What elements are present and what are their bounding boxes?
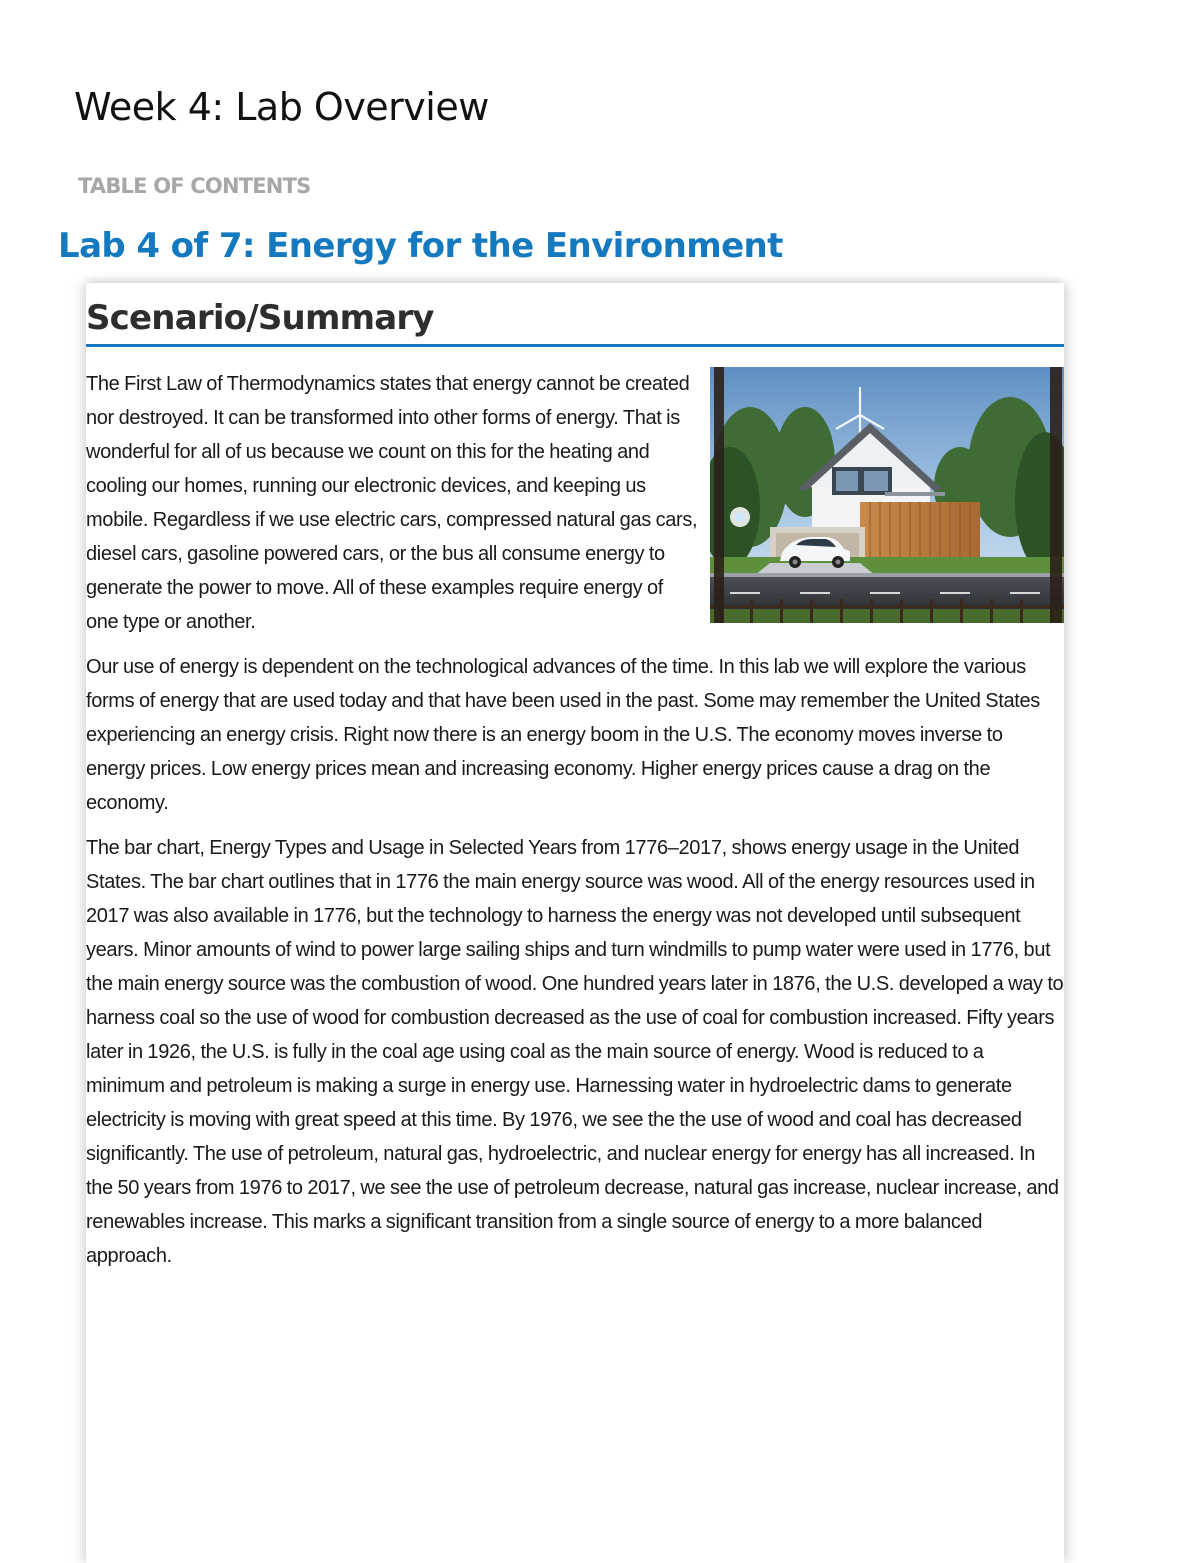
section-heading: Scenario/Summary [86, 298, 434, 338]
scenario-summary-card [86, 283, 1064, 1563]
section-content [86, 367, 1064, 1284]
table-of-contents-link[interactable]: TABLE OF CONTENTS [78, 174, 311, 198]
paragraph-1: The First Law of Thermodynamics states that energy cannot be created nor destroyed. It can be transformed into other forms of energy. That is wonderful for all of us because we count on this for the heating and cooling our homes, running our electronic devices, and keeping us mobile. Regardless if we use electric cars, compressed natural gas cars, diesel cars, gasoline powered cars, or the bus all consume energy to generate the power to move. All of these examples require energy of one type or another. [86, 373, 698, 633]
heading-divider [86, 344, 1064, 347]
paragraph-3: The bar chart, Energy Types and Usage in Selected Years from 1776–2017, shows energy usage in the United States. The bar chart outlines that in 1776 the main energy source was wood. All of the energy resources used in 2017 was also available in 1776, but the technology to harness the energy was not developed until subsequent years. Minor amounts of wind to power large sailing ships and turn windmills to pump water were used in 1776, but the main energy source was the combustion of wood. One hundred years later in 1876, the U.S. developed a way to harness coal so the use of wood for combustion decreased as the use of coal for combustion increased. Fifty years later in 1926, the U.S. is fully in the coal age using coal as the main source of energy. Wood is reduced to a minimum and petroleum is making a surge in energy use. Harnessing water in hydroelectric dams to generate electricity is moving with great speed at this time. By 1976, we see the the use of wood and coal has decreased significantly. The use of petroleum, natural gas, hydroelectric, and nuclear energy for energy has all increased. In the 50 years from 1976 to 2017, we see the use of petroleum decrease, natural gas increase, nuclear increase, and renewables increase. This marks a significant transition from a single source of energy to a more balanced approach. [86, 837, 1064, 1267]
page-title: Week 4: Lab Overview [74, 85, 489, 129]
paragraph-2: Our use of energy is dependent on the technological advances of the time. In this lab we will explore the various forms of energy that are used today and that have been used in the past. Some may remember the United States experiencing an energy crisis. Right now there is an energy boom in the U.S. The economy moves inverse to energy prices. Low energy prices mean and increasing economy. Higher energy prices cause a drag on the economy. [86, 656, 1040, 814]
house-with-electric-car-image [710, 367, 1064, 623]
lab-title: Lab 4 of 7: Energy for the Environment [58, 226, 783, 266]
